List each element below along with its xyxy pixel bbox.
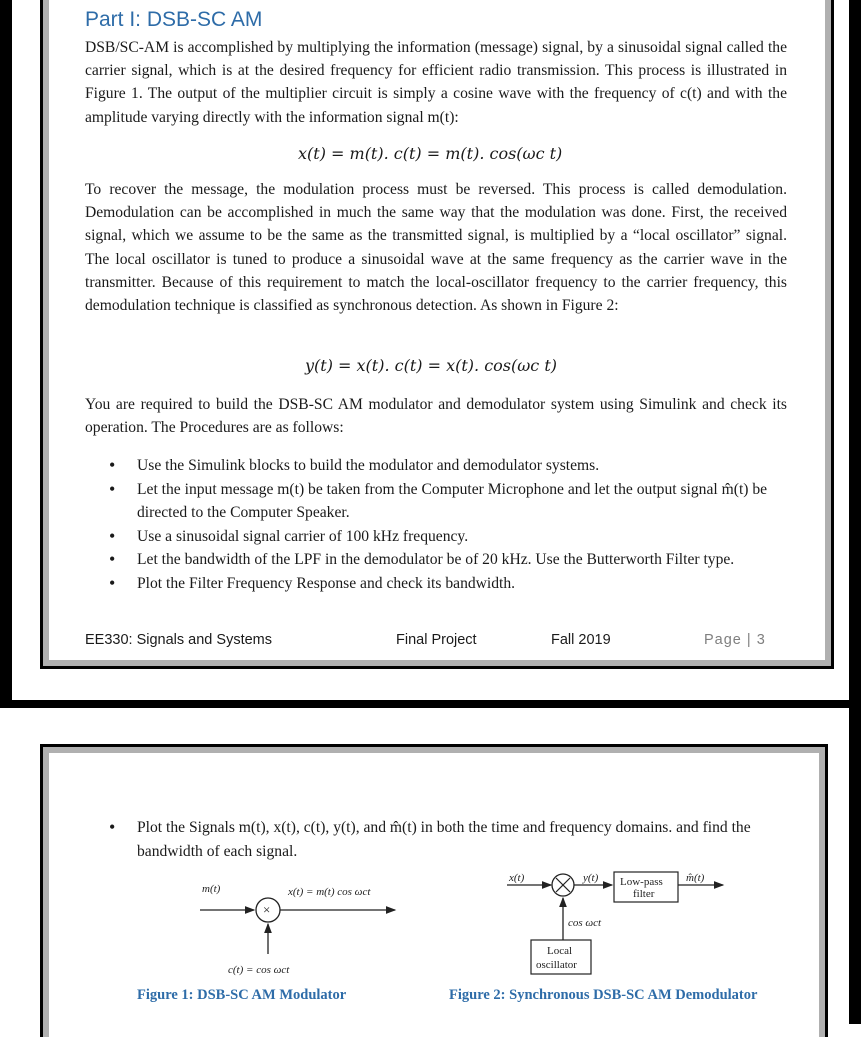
figure-1-caption: Figure 1: DSB-SC AM Modulator [137,987,347,1003]
list-item: • Plot the Filter Frequency Response and check its bandwidth. [85,572,795,596]
footer-course: EE330: Signals and Systems [85,632,272,648]
footer-term: Fall 2019 [551,632,611,648]
page-gap [0,700,861,708]
equation-modulation: x(t) = m(t). c(t) = m(t). cos(ωc t) [298,144,563,163]
list-item: • Let the bandwidth of the LPF in the demodulator be of 20 kHz. Use the Butterworth Filter type. [85,548,795,572]
plot-list [85,816,755,863]
fig2-osc-line1: Local [547,945,573,957]
fig2-filter-line2: filter [633,888,655,900]
left-frame [0,0,12,700]
section-title: Part I: DSB-SC AM [85,8,263,31]
figure-1-modulator [190,870,420,985]
list-item: • Use the Simulink blocks to build the modulator and demodulator systems. [85,454,795,478]
paragraph-intro: DSB/SC-AM is accomplished by multiplying the information (message) signal, by a sinusoidal signal called the carrier signal, which is at the desired frequency for efficient radio transmission. This process is illustrated in Figure 1. The output of the multiplier circuit is simply a cosine wave with the frequency of c(t) and with the amplitude varying directly with the information signal m(t): [85,39,787,126]
list-item: • Use a sinusoidal signal carrier of 100 kHz frequency. [85,525,795,549]
fig2-output-label: m̂(t) [686,872,705,884]
procedure-list [85,454,795,595]
fig2-mid-label: y(t) [583,872,599,884]
fig2-osc-signal: cos ωct [568,917,602,929]
paragraph-procedure: You are required to build the DSB-SC AM modulator and demodulator system using Simulink and check its operation. The Procedures are as follows: [85,396,787,437]
fig1-output-label: x(t) = m(t) cos ωct [288,886,371,898]
fig1-input-label: m(t) [202,883,221,895]
figure-2-demodulator [505,868,735,983]
list-item: • Let the input message m(t) be taken from the Computer Microphone and let the output signal m̂(t) be directed to the Computer Speaker. [85,478,795,525]
right-frame [849,0,861,700]
fig2-input-label: x(t) [509,872,525,884]
list-item: • Plot the Signals m(t), x(t), c(t), y(t), and m̂(t) in both the time and frequency domains. and find the bandwidth of each signal. [85,816,755,863]
fig2-filter-line1: Low-pass [620,876,663,888]
paragraph-demodulation: To recover the message, the modulation process must be reversed. This process is called demodulation. Demodulation can be accomplished in much the same way that the modulation was done. First, the received signal, which we assume to be the same as the transmitted signal, is multiplied by a “local oscillator” signal. The local oscillator is tuned to produce a sinusoidal wave at the same frequency as the carrier wave in the transmitter. Because of this requirement to match the local-oscillator frequency to the carrier frequency, this demodulation technique is classified as synchronous detection. As shown in Figure 2: [85,181,787,315]
fig1-multiplier-symbol: × [263,902,271,917]
fig2-osc-line2: oscillator [536,959,577,971]
figure-2-caption: Figure 2: Synchronous DSB-SC AM Demodulator [449,987,758,1003]
fig1-carrier-label: c(t) = cos ωct [228,964,290,976]
right-frame-2 [849,708,861,1024]
equation-demodulation: y(t) = x(t). c(t) = x(t). cos(ωc t) [305,356,558,375]
footer-project: Final Project [396,632,477,648]
footer-page-number: Page | 3 [704,632,766,648]
